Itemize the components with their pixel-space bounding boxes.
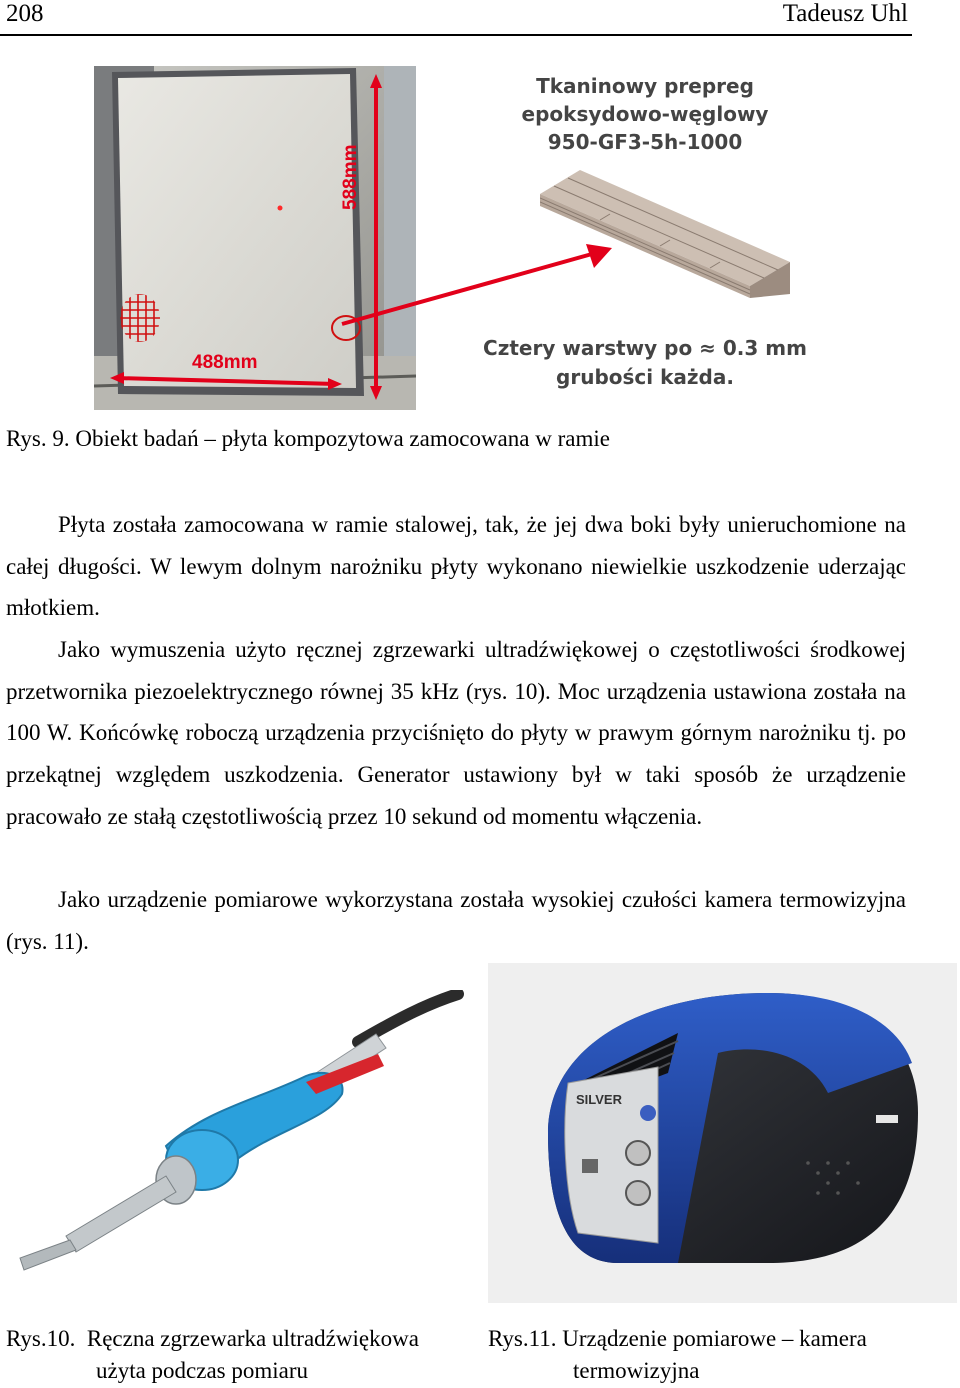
page-number: 208: [6, 0, 44, 27]
paragraph-3-text: Jako urządzenie pomiarowe wykorzystana została wysokiej czułości kamera termowizyjna (rys. 11).: [6, 887, 906, 954]
paragraph-2: [6, 629, 906, 838]
prepreg-label: [500, 72, 790, 156]
camera-model-label: SILVER: [576, 1092, 622, 1107]
width-dimension-label: 488mm: [192, 352, 258, 373]
prepreg-label-line3: 950-GF3-5h-1000: [547, 130, 743, 154]
figure11-camera-image: [488, 963, 957, 1303]
figure10-caption-line1: Rys.10. Ręczna zgrzewarka ultradźwiękowa: [6, 1326, 419, 1351]
damage-marker: [120, 294, 160, 342]
layers-label-line1: Cztery warstwy po ≈ 0.3 mm: [483, 336, 807, 360]
layers-label: [470, 334, 820, 392]
running-head-author: Tadeusz Uhl: [782, 0, 908, 27]
figure10-welder-image: [6, 990, 466, 1280]
figure11-caption-line2: termowizyjna: [573, 1358, 700, 1383]
paragraph-2-text: Jako wymuszenia użyto ręcznej zgrzewarki ultradźwiękowej o częstotliwości środkowej przetwornika piezoelektrycznego równej 35 kHz (rys. 10). Moc urządzenia ustawiona została na 100 W. Końcówkę roboczą urządzenia przyciśnięto do płyty w prawym górnym narożniku tj. po przekątnej względem uszkodzenia. Generator ustawiony był w taki sposób że urządzenie pracowało ze stałą częstotliwością przez 10 sekund od momentu włączenia.: [6, 637, 906, 829]
prepreg-label-line1: Tkaninowy prepreg: [536, 74, 754, 98]
height-dimension-label: 588mm: [340, 144, 361, 210]
laminate-stack: [540, 170, 800, 300]
header-rule: [0, 34, 912, 36]
figure9-caption: Rys. 9. Obiekt badań – płyta kompozytowa zamocowana w ramie: [6, 426, 610, 451]
figure10-caption-line2: użyta podczas pomiaru: [96, 1358, 309, 1383]
figure11-caption-line1: Rys.11. Urządzenie pomiarowe – kamera: [488, 1326, 867, 1351]
layers-label-line2: grubości każda.: [556, 365, 734, 389]
paragraph-3: [6, 879, 906, 962]
paragraph-1: [6, 504, 906, 629]
paragraph-1-text: Płyta została zamocowana w ramie stalowej, tak, że jej dwa boki były unieruchomione na całej długości. W lewym dolnym narożniku płyty wykonano niewielkie uszkodzenie uderzając młotkiem.: [6, 512, 906, 621]
prepreg-label-line2: epoksydowo-węglowy: [521, 102, 769, 126]
